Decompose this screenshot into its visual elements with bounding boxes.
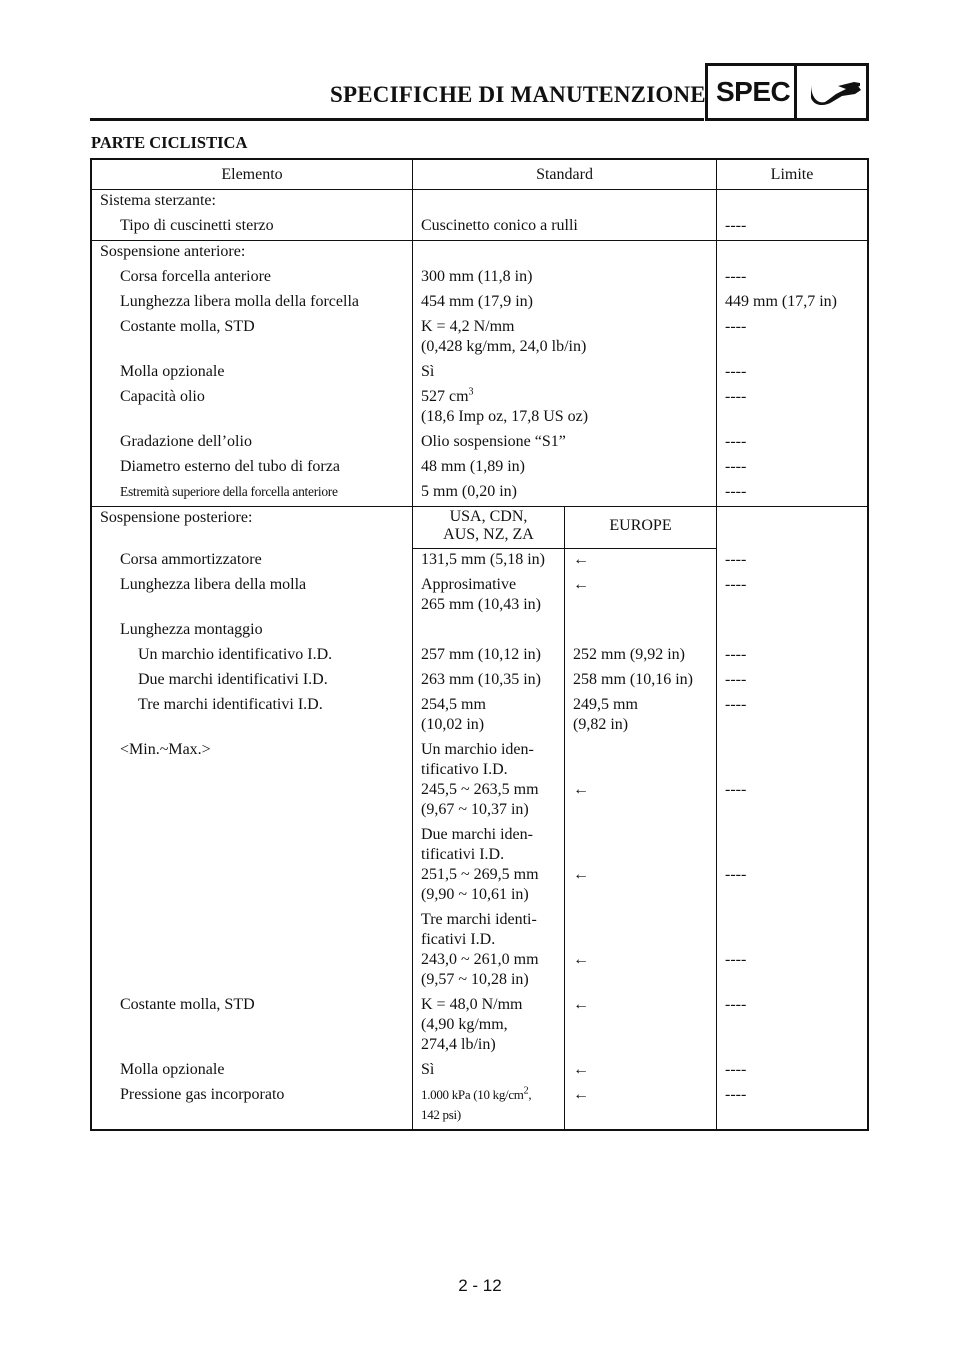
table-header-row	[91, 159, 868, 190]
row-value-usa: Approsimative	[421, 576, 517, 593]
row-value-europe: ←	[565, 1084, 717, 1130]
row-value-europe: ←	[565, 549, 717, 575]
wrench-icon	[808, 80, 863, 108]
spec-badge	[705, 63, 869, 121]
row-label: Due marchi identificativi I.D.	[138, 671, 328, 688]
row-value-usa: 254,5 mm	[421, 696, 486, 713]
table-row	[91, 909, 868, 994]
row-label: Costante molla, STD	[120, 318, 255, 335]
table-row	[91, 549, 868, 575]
table-row	[91, 507, 868, 549]
row-limit: ----	[717, 481, 869, 507]
table-row	[91, 456, 868, 481]
table-row	[91, 669, 868, 694]
table-row	[91, 431, 868, 456]
superscript: 2	[523, 1085, 529, 1097]
spec-badge-divider	[794, 66, 797, 118]
row-value: 48 mm (1,89 in)	[413, 456, 717, 481]
table-row	[91, 291, 868, 316]
group-title-steering: Sistema sterzante:	[91, 190, 413, 216]
row-limit: ----	[717, 386, 869, 431]
table-row	[91, 1059, 868, 1084]
row-label: Pressione gas incorporato	[120, 1086, 285, 1103]
row-value: Cuscinetto conico a rulli	[413, 215, 717, 241]
row-value: Sì	[413, 361, 717, 386]
row-limit: ----	[717, 994, 869, 1059]
minmax-line: 243,0 ~ 261,0 mm	[421, 951, 539, 968]
minmax-line: Un marchio iden-	[421, 741, 534, 758]
row-label: Gradazione dell’olio	[120, 433, 252, 450]
row-value-usa-comma: ,	[528, 1087, 532, 1102]
row-label: Lunghezza montaggio	[120, 621, 263, 638]
row-label: <Min.~Max.>	[120, 741, 211, 758]
minmax-line: (9,57 ~ 10,28 in)	[421, 971, 529, 988]
row-limit: 449 mm (17,7 in)	[717, 291, 869, 316]
row-label: Capacità olio	[120, 388, 205, 405]
row-limit: ----	[717, 456, 869, 481]
row-label: Un marchio identificativo I.D.	[138, 646, 333, 663]
row-value-usa-line2: (4,90 kg/mm,	[421, 1016, 508, 1033]
row-label: Costante molla, STD	[120, 996, 255, 1013]
section-title: PARTE CICLISTICA	[91, 133, 248, 152]
table-row	[91, 386, 868, 431]
row-value-usa: 1.000 kPa (10 kg/cm	[421, 1087, 524, 1102]
row-limit: ----	[717, 266, 869, 291]
row-label: Lunghezza libera della molla	[120, 576, 307, 593]
row-value: Olio sospensione “S1”	[413, 431, 717, 456]
table-row	[91, 644, 868, 669]
row-value: K = 4,2 N/mm	[421, 318, 515, 335]
row-value-europe: 258 mm (10,16 in)	[565, 669, 717, 694]
row-value-usa: 131,5 mm (5,18 in)	[413, 549, 565, 575]
row-value-usa: Sì	[413, 1059, 565, 1084]
minmax-line: tificativi I.D.	[421, 846, 505, 863]
row-value-usa-line2: 265 mm (10,43 in)	[421, 596, 541, 613]
row-limit: ----	[717, 1084, 869, 1130]
row-label: Tre marchi identificativi I.D.	[138, 696, 323, 713]
row-limit: ----	[717, 549, 869, 575]
table-row	[91, 481, 868, 507]
row-value-usa-line2: (10,02 in)	[421, 716, 485, 733]
row-label: Molla opzionale	[120, 1061, 225, 1078]
row-value: 300 mm (11,8 in)	[413, 266, 717, 291]
minmax-line: ficativi I.D.	[421, 931, 496, 948]
column-header-limite: Limite	[717, 159, 869, 190]
table-row	[91, 994, 868, 1059]
table-row	[91, 739, 868, 824]
row-value-europe: ←	[573, 951, 589, 968]
minmax-line: 245,5 ~ 263,5 mm	[421, 781, 539, 798]
column-header-elemento: Elemento	[91, 159, 413, 190]
minmax-line: (9,67 ~ 10,37 in)	[421, 801, 529, 818]
row-label: Corsa forcella anteriore	[120, 268, 272, 285]
row-value-europe: ←	[573, 781, 589, 798]
row-value-europe: ←	[565, 1059, 717, 1084]
table-row	[91, 574, 868, 619]
row-limit: ----	[725, 951, 747, 968]
column-europe: EUROPE	[565, 507, 717, 549]
row-limit: ----	[725, 866, 747, 883]
table-row	[91, 361, 868, 386]
row-limit: ----	[717, 644, 869, 669]
group-title-front: Sospensione anteriore:	[91, 241, 413, 267]
row-limit: ----	[717, 431, 869, 456]
row-limit: ----	[717, 316, 869, 361]
row-limit: ----	[717, 574, 869, 619]
table-row	[91, 1084, 868, 1130]
group-title-rear: Sospensione posteriore:	[91, 507, 413, 549]
table-row	[91, 190, 868, 216]
row-value-usa: 263 mm (10,35 in)	[413, 669, 565, 694]
spec-label: SPEC	[716, 76, 791, 107]
row-value-usa-line3: 274,4 lb/in)	[421, 1036, 496, 1053]
table-row	[91, 266, 868, 291]
row-value: 527 cm	[421, 388, 469, 405]
header-rule	[90, 118, 704, 121]
row-value-usa: K = 48,0 N/mm	[421, 996, 523, 1013]
row-value-europe: ←	[565, 994, 717, 1059]
row-limit: ----	[717, 669, 869, 694]
superscript: 3	[468, 386, 474, 398]
row-value-europe: ←	[565, 574, 717, 619]
row-label: Tipo di cuscinetti sterzo	[120, 217, 274, 234]
row-value-usa: 257 mm (10,12 in)	[413, 644, 565, 669]
minmax-line: Due marchi iden-	[421, 826, 533, 843]
column-usa-line2: AUS, NZ, ZA	[443, 526, 534, 543]
table-row	[91, 241, 868, 267]
table-row	[91, 694, 868, 739]
row-limit: ----	[717, 694, 869, 739]
row-value-line2: (0,428 kg/mm, 24,0 lb/in)	[421, 338, 587, 355]
minmax-line: (9,90 ~ 10,61 in)	[421, 886, 529, 903]
row-limit: ----	[717, 215, 869, 241]
row-value-europe-line2: (9,82 in)	[573, 716, 629, 733]
table-row	[91, 619, 868, 644]
row-label: Molla opzionale	[120, 363, 225, 380]
row-label: Estremità superiore della forcella anteriore	[120, 484, 338, 499]
column-usa-line1: USA, CDN,	[449, 508, 528, 525]
row-value: 5 mm (0,20 in)	[413, 481, 717, 507]
table-row	[91, 316, 868, 361]
page-number: 2 - 12	[458, 1276, 502, 1295]
row-value-europe: ←	[573, 866, 589, 883]
row-limit: ----	[717, 361, 869, 386]
row-value-europe: 252 mm (9,92 in)	[565, 644, 717, 669]
row-value-line2: (18,6 Imp oz, 17,8 US oz)	[421, 408, 589, 425]
column-header-standard: Standard	[413, 159, 717, 190]
page-header-title: SPECIFICHE DI MANUTENZIONE	[330, 82, 706, 107]
row-label: Diametro esterno del tubo di forza	[120, 458, 340, 475]
row-value: 454 mm (17,9 in)	[413, 291, 717, 316]
table-row	[91, 215, 868, 241]
minmax-line: Tre marchi identi-	[421, 911, 537, 928]
minmax-line: 251,5 ~ 269,5 mm	[421, 866, 539, 883]
table-row	[91, 824, 868, 909]
row-value-usa-line2: 142 psi)	[421, 1107, 461, 1122]
row-label: Lunghezza libera molla della forcella	[120, 293, 359, 310]
row-limit: ----	[717, 1059, 869, 1084]
row-limit: ----	[725, 781, 747, 798]
row-label: Corsa ammortizzatore	[120, 550, 262, 568]
row-value-europe: 249,5 mm	[573, 696, 638, 713]
specification-table	[90, 158, 869, 1131]
minmax-line: tificativo I.D.	[421, 761, 508, 778]
